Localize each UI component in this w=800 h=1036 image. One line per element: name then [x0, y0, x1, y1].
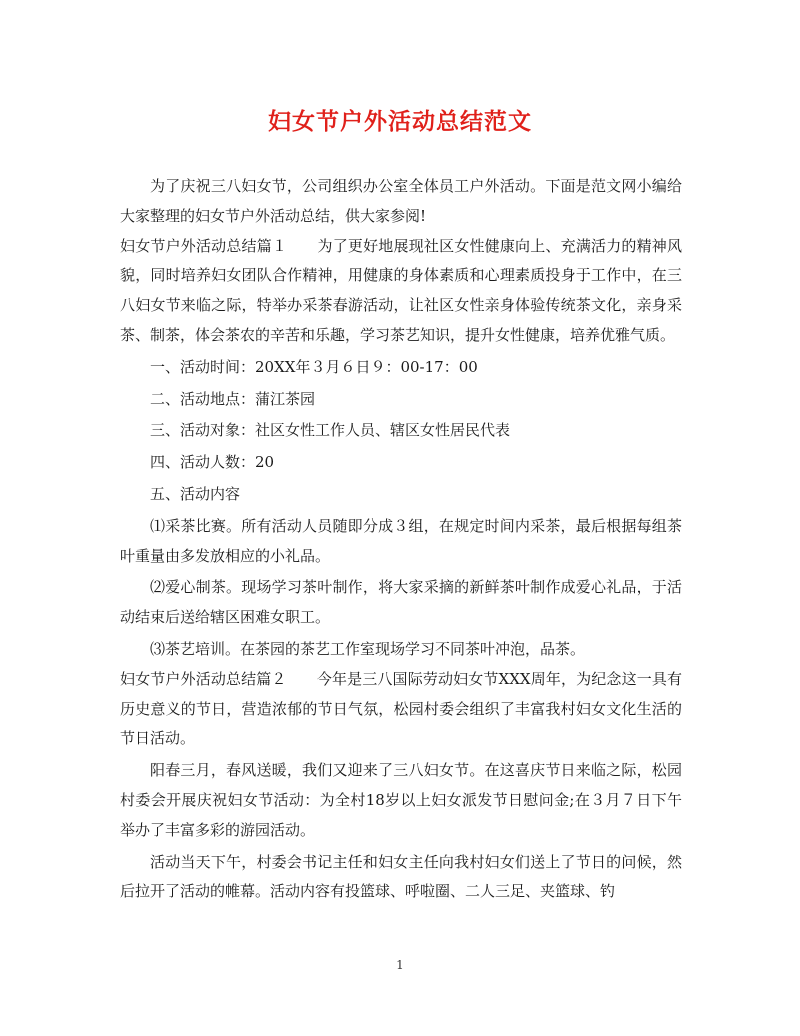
activity-time-item: 一、活动时间：20XX年３月６日９：00-17：00 [150, 357, 478, 376]
content-item-tea-art: ⑶茶艺培训。在茶园的茶艺工作室现场学习不同茶叶冲泡，品茶。 [150, 639, 586, 658]
afternoon-paragraph: 活动当天下午，村委会书记主任和妇女主任向我村妇女们送上了节日的问候，然后拉开了活动的帷幕。活动内容有投篮球、呼啦圈、二人三足、夹篮球、钓 [120, 852, 682, 901]
content-item-tea-making: ⑵爱心制茶。现场学习茶叶制作，将大家采摘的新鲜茶叶制作成爱心礼品，于活动结束后送给辖区困难女职工。 [120, 578, 682, 627]
activity-location-item: 二、活动地点：蒲江茶园 [150, 389, 316, 408]
intro-paragraph: 为了庆祝三八妇女节，公司组织办公室全体员工户外活动。下面是范文网小编给大家整理的妇女节户外活动总结，供大家参阅! [120, 177, 682, 225]
activity-participants-item: 三、活动对象：社区女性工作人员、辖区女性居民代表 [150, 421, 511, 440]
activity-content-heading: 五、活动内容 [150, 484, 241, 503]
spring-paragraph: 阳春三月，春风送暖，我们又迎来了三八妇女节。在这喜庆节日来临之际，松园村委会开展庆祝妇女节活动：为全村18岁以上妇女派发节日慰问金;在３月７日下午举办了丰富多彩的游园活动。 [120, 761, 682, 839]
document-body [120, 172, 682, 907]
document-title: 妇女节户外活动总结范文 [268, 108, 532, 135]
activity-count-item: 四、活动人数：20 [150, 453, 275, 472]
summary-1-paragraph: 妇女节户外活动总结篇１ 为了更好地展现社区女性健康向上、充满活力的精神风貌，同时培养妇女团队合作精神，用健康的身体素质和心理素质投身于工作中，在三八妇女节来临之际，特举办采茶春游活动，让社区女性亲身体验传统茶文化，亲身采茶、制茶，体会茶农的辛苦和乐趣，学习茶艺知识，提升女性健康，培养优雅气质。 [120, 236, 682, 344]
page-number: 1 [396, 958, 404, 972]
content-item-tea-picking: ⑴采茶比赛。所有活动人员随即分成３组，在规定时间内采茶，最后根据每组茶叶重量由多发放相应的小礼品。 [120, 516, 682, 565]
summary-2-paragraph: 妇女节户外活动总结篇２ 今年是三八国际劳动妇女节XXX周年，为纪念这一具有历史意义的节日，营造浓郁的节日气氛，松园村委会组织了丰富我村妇女文化生活的节日活动。 [120, 669, 682, 748]
